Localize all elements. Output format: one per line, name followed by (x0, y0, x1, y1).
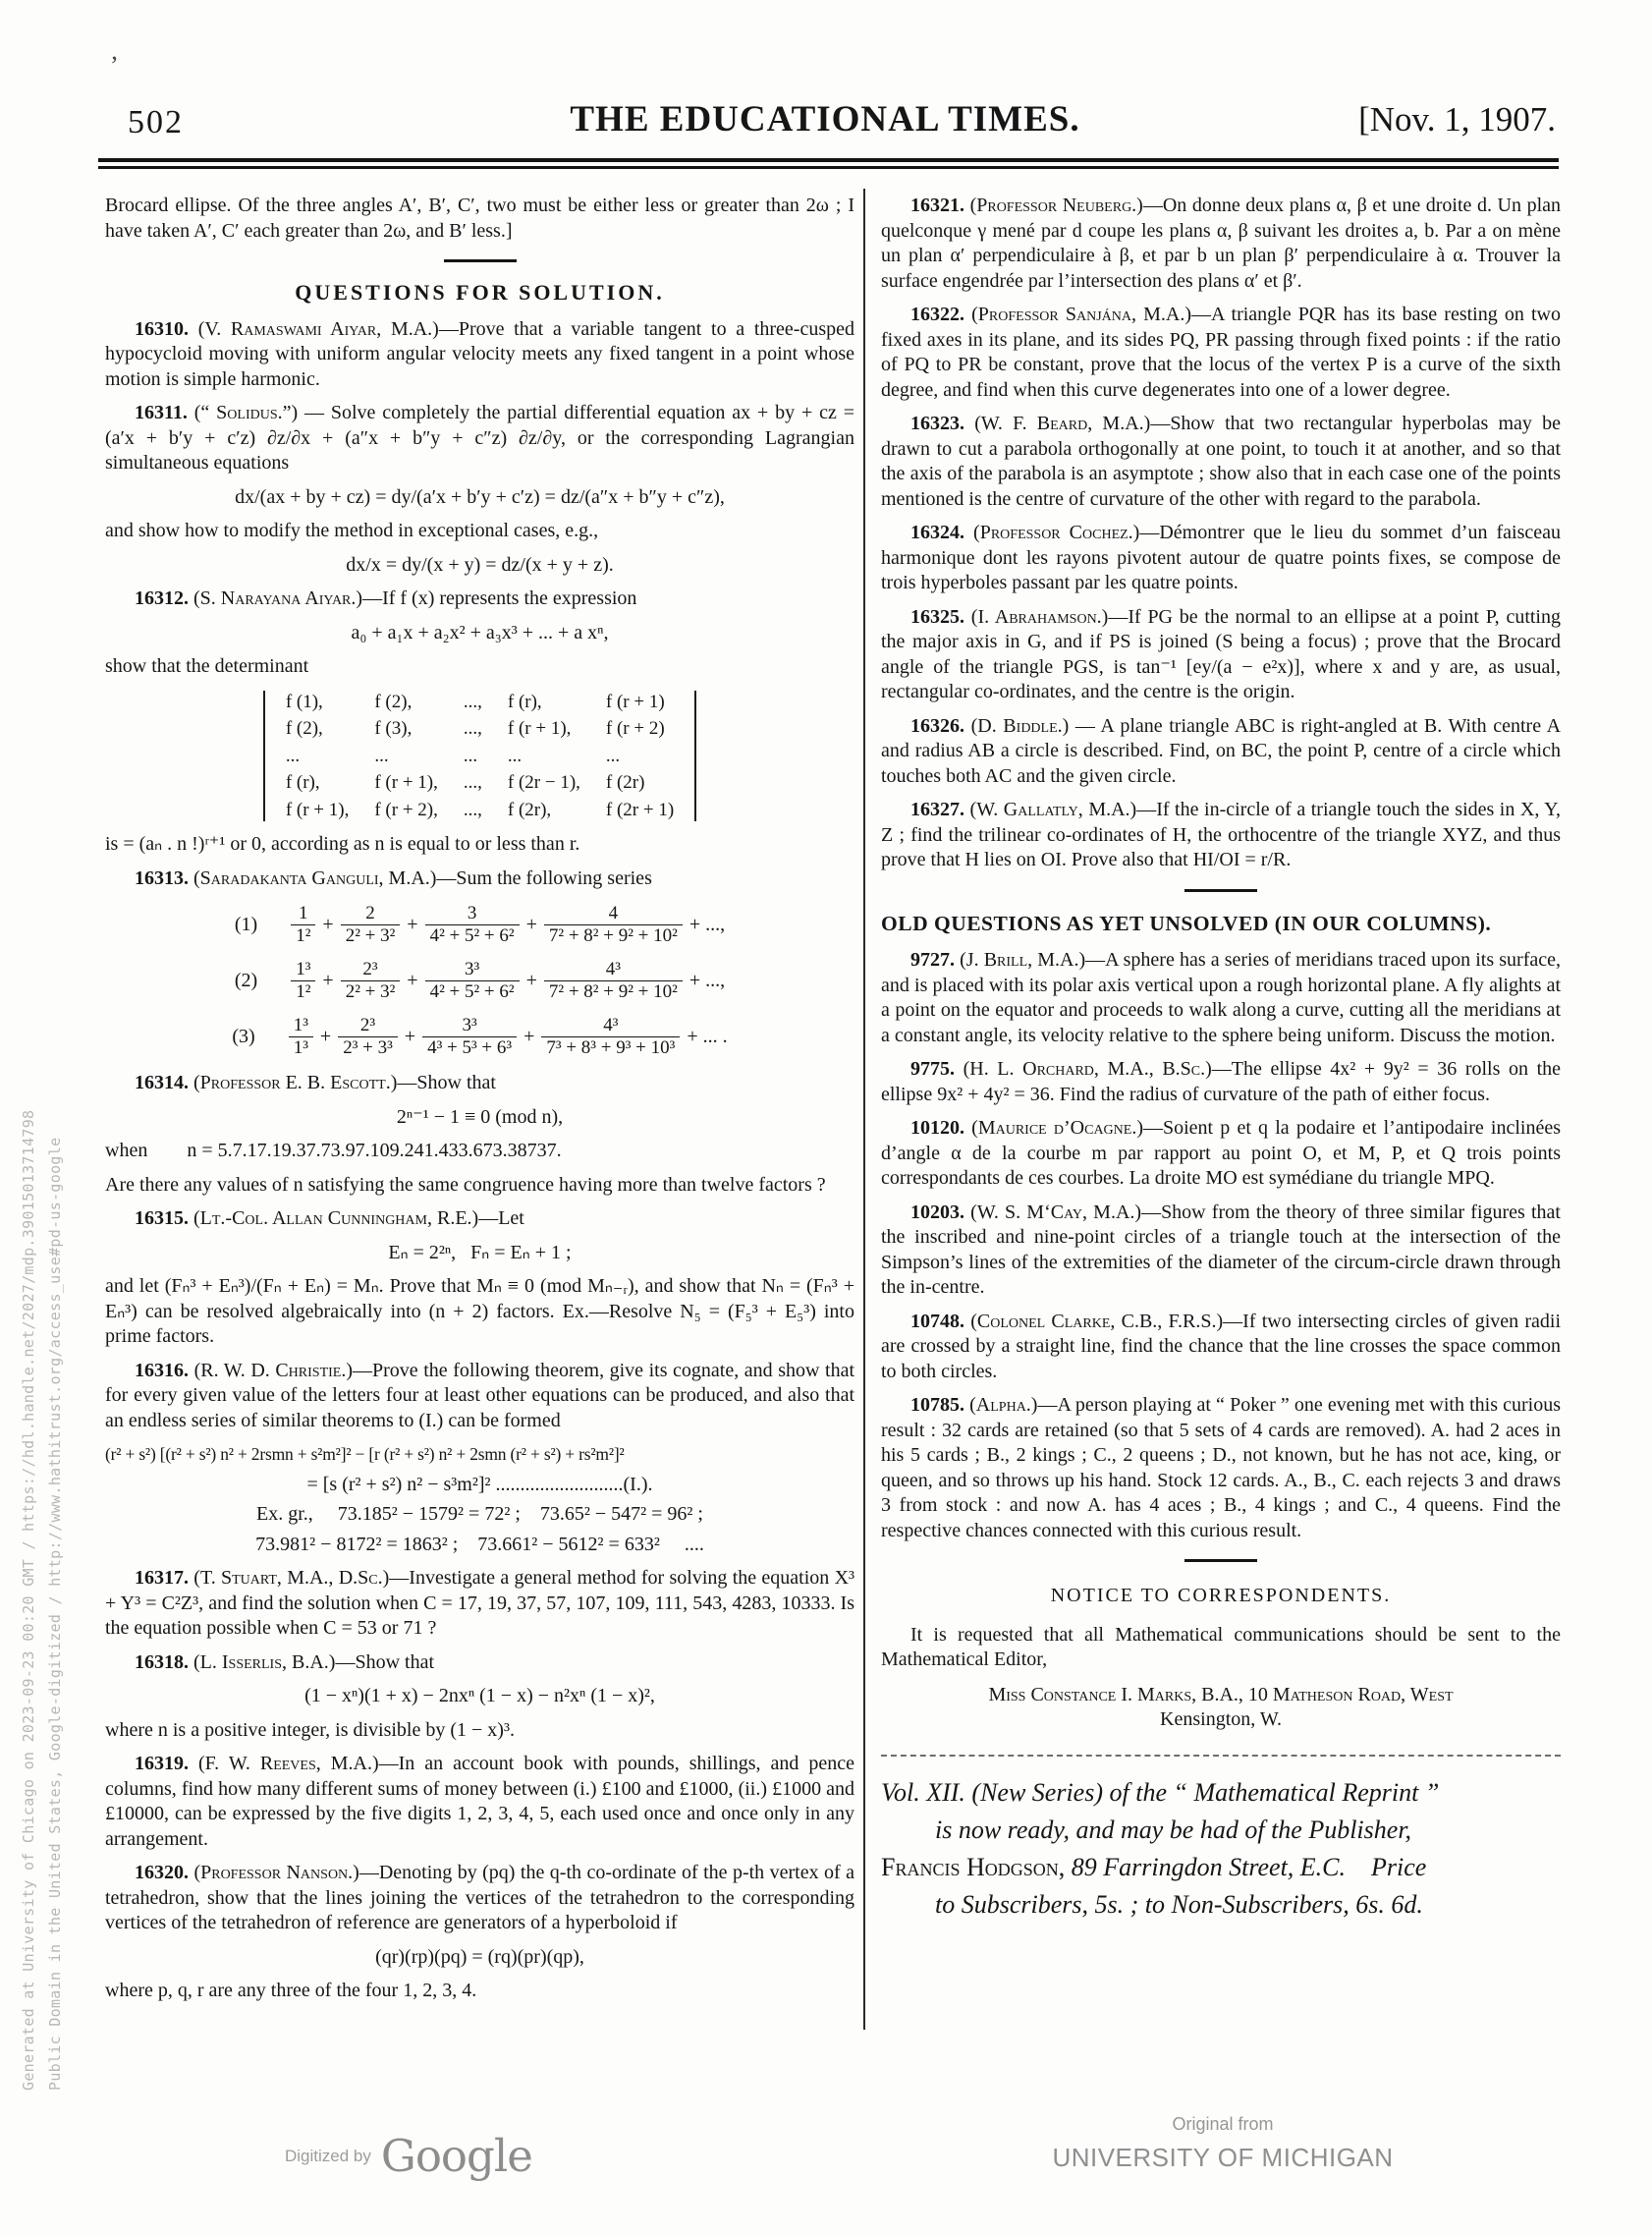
display-equation: (r² + s²) [(r² + s²) n² + 2rsmn + s²m²]² − [r (r² + s²) n² + 2smn (r² + s²) + rs²m²]² (105, 1444, 625, 1464)
display-equation: = [s (r² + s²) n² − s³m²]² ..........................(I.). (306, 1473, 653, 1495)
series-line (105, 959, 854, 1003)
question-text: —Sum the following series (436, 866, 652, 889)
google-logo: Google (380, 2130, 532, 2182)
determinant-cell: ... (285, 745, 301, 766)
fraction-denominator: 2² + 3² (341, 924, 401, 947)
question-number: 16327. (910, 799, 964, 820)
left-column (105, 185, 854, 2013)
question-author: (Maurice d’Ocagne.) (971, 1117, 1143, 1139)
determinant-cell: f (r + 2) (605, 718, 665, 739)
page-number: 502 (128, 104, 184, 140)
determinant-cell: f (2r), (507, 799, 552, 820)
plus-sign: + (407, 913, 418, 935)
question-text: is = (aₙ . n !)ʳ⁺¹ or 0, according as n is equal to or less than r. (105, 833, 580, 855)
question-paragraph (881, 948, 1561, 1048)
fraction (544, 903, 683, 947)
question-number: 16318. (135, 1650, 189, 1673)
determinant-cell: ... (507, 745, 523, 766)
question-text: when n = 5.7.17.19.37.73.97.109.241.433.673.38737. (105, 1140, 562, 1161)
determinant-row (273, 743, 687, 770)
determinant-cell: f (r), (285, 772, 320, 793)
question-number: 16321. (910, 195, 964, 216)
question-number: 16315. (135, 1207, 189, 1229)
original-from (992, 2114, 1454, 2173)
display-equation: Eₙ = 2²ⁿ, Fₙ = Eₙ + 1 ; (388, 1241, 572, 1263)
question-paragraph (881, 1201, 1561, 1301)
determinant-cell: ... (374, 745, 389, 766)
question-text: —Prove the following theorem, give its cognate, and show that for every given value of the letters four at least other equations can be produced, and also that an endless series of similar theorems to (I.) can be formed (105, 1359, 854, 1431)
plus-sign: + (322, 913, 334, 935)
determinant (105, 689, 854, 824)
question-paragraph (105, 1718, 854, 1744)
fraction-numerator: 4³ (603, 1015, 619, 1035)
display-equation: a₀ + a₁x + a₂x² + a₃x³ + ... + a xⁿ, (351, 621, 609, 643)
question-number: 16310. (135, 317, 189, 340)
question-paragraph (105, 194, 854, 244)
question-text: — A plane triangle ABC is right-angled at B. With centre A and radius AB a circle is described. Find, on BC, the point P, centre of a circle which touches both AC and the given circle. (881, 714, 1562, 787)
determinant-cell: f (r + 1), (285, 799, 350, 820)
section-rule (1184, 889, 1257, 892)
question-author: (V. Ramaswami Aiyar, M.A.) (197, 317, 439, 340)
question-text: —Show from the theory of three similar figures that the inscribed and nine-point circles of a triangle touch at the intersection of the Simpson’s lines of the extremities of the diameter of the circum-circle drawn through the in-centre. (881, 1201, 1561, 1298)
question-paragraph (105, 519, 854, 544)
determinant-bar (263, 691, 265, 822)
question-text: —If PG be the normal to an ellipse at a point P, cutting the major axis in G, and if PS is joined (S being a focus) ; prove that the Brocard angle of the triangle PGS, is tan⁻¹ [ey/(a − e²x)], where x and y are, as usual, rectangular co-ordinates, and the centre is the origin. (881, 605, 1561, 702)
fraction (422, 1015, 517, 1059)
section-rule (444, 259, 517, 262)
question-text: —Démontrer que le lieu du sommet d’un faisceau harmonique dont les rayons pivotent autour de quatre points fixes, se compose de trois hyperboles passant par les quatre points. (881, 522, 1562, 593)
determinant-cell: f (r), (507, 691, 542, 712)
question-author: (R. W. D. Christie.) (193, 1359, 354, 1381)
question-author: (Saradakanta Ganguli, M.A.) (193, 866, 437, 889)
fraction-numerator: 4³ (605, 959, 621, 979)
question-text: It is requested that all Mathematical communications should be sent to the Mathematical Editor, (881, 1623, 1561, 1670)
plus-sign: + (525, 969, 537, 991)
question-number: 10120. (910, 1117, 964, 1139)
fraction-denominator: 2² + 3² (341, 980, 401, 1003)
plus-sign: + (319, 1025, 332, 1047)
display-equation: (1 − xⁿ)(1 + x) − 2nxⁿ (1 − x) − n²xⁿ (1 − x)², (304, 1685, 655, 1706)
fraction-denominator: 2³ + 3³ (338, 1036, 398, 1059)
ad-line: is now ready, and may be had of the Publisher, (935, 1815, 1412, 1844)
determinant-cell: ..., (463, 691, 482, 712)
determinant-row (273, 769, 687, 797)
question-paragraph (881, 412, 1561, 512)
question-number: 16325. (910, 605, 964, 628)
determinant-cell: ..., (463, 799, 482, 820)
watermark-line1: Generated at University of Chicago on 2023-09-23 00:20 GMT / https://hdl.handle.net/2027/mdp.39015013714798 (20, 1109, 37, 2091)
header-rule (98, 158, 1559, 169)
question-author: (Professor Neuberg.) (969, 195, 1143, 216)
fraction-numerator: 1³ (293, 1015, 308, 1035)
question-text: —Prove that a variable tangent to a three-cusped hypocycloid moving with uniform angular velocity meets any fixed tangent in a point whose motion is simple harmonic. (105, 317, 854, 390)
question-paragraph (881, 1623, 1561, 1673)
question-number: 16320. (135, 1862, 189, 1883)
display-equation: 73.981² − 8172² = 1863² ; 73.661² − 5612² = 633² .... (255, 1533, 704, 1555)
determinant-row (273, 689, 687, 716)
fraction-numerator: 3³ (464, 959, 480, 979)
determinant-cell: f (3), (374, 718, 413, 739)
determinant-table (273, 689, 687, 824)
question-number: 10748. (910, 1310, 964, 1332)
determinant-cell: ..., (463, 772, 482, 793)
question-author: (F. W. Reeves, M.A.) (198, 1753, 379, 1774)
question-author: (Professor Sanjána, M.A.) (971, 304, 1192, 325)
fraction (338, 1015, 398, 1059)
series-tail: + ... . (687, 1025, 728, 1047)
question-paragraph (105, 1359, 854, 1434)
question-author: (“ Solidus.”) (193, 402, 299, 423)
fraction-numerator: 3³ (462, 1015, 477, 1035)
section-heading: QUESTIONS FOR SOLUTION. (295, 280, 665, 305)
question-text: —The ellipse 4x² + 9y² = 36 rolls on the ellipse 9x² + 4y² = 36. Find the radius of curvature of the path of either focus. (881, 1058, 1562, 1105)
question-number: 10203. (910, 1201, 964, 1223)
question-text: —Soient p et q la podaire et l’antipodaire inclinées d’angle α de la courbe m par rapport au point O, et M, P, et Q trois points correspondants de ces courbes. La droite MO est symédiane du triangle MPQ. (881, 1117, 1561, 1189)
question-paragraph (105, 832, 854, 858)
worn-rule (881, 1755, 1561, 1757)
question-text: Brocard ellipse. Of the three angles A′, B′, C′, two must be either less or greater than 2ω ; I have taken A′, C′ each greater than 2ω, and B′ less.] (105, 195, 854, 242)
fraction-denominator: 4³ + 5³ + 6³ (422, 1036, 517, 1059)
question-text: and show how to modify the method in exceptional cases, e.g., (105, 520, 599, 541)
question-text: —Show that (335, 1650, 435, 1673)
series-label: (2) (234, 969, 258, 991)
series-label: (3) (232, 1025, 255, 1047)
determinant-cell: f (2r − 1), (507, 772, 580, 793)
plus-sign: + (407, 969, 418, 991)
question-text: where p, q, r are any three of the four 1, 2, 3, 4. (105, 1980, 477, 2001)
fraction-denominator: 1² (291, 924, 315, 947)
fraction-denominator: 1³ (289, 1036, 313, 1059)
fraction (544, 959, 683, 1003)
question-author: (Professor Nanson.) (193, 1862, 359, 1883)
plus-sign: + (322, 969, 334, 991)
question-author: (W. S. M‘Cay, M.A.) (970, 1201, 1142, 1223)
fraction (425, 903, 520, 947)
question-paragraph (881, 798, 1561, 873)
fraction-numerator: 1 (299, 903, 308, 923)
determinant-row (273, 715, 687, 743)
digitized-by-label: Digitized by (285, 2146, 371, 2165)
question-text: —On donne deux plans α, β et une droite d. Un plan quelconque γ mené par d coupe les plans α, β suivant les droites a, b. Par a on mène un plan α′ perpendiculaire à β, et par b un plan β′ perpendiculaire à α. Trouver la surface engendrée par l’intersection des plans α′ et β′. (881, 195, 1562, 292)
question-number: 16313. (135, 866, 189, 889)
fraction-numerator: 2³ (362, 959, 378, 979)
address-line: Kensington, W. (1160, 1708, 1282, 1730)
question-author: (Alpha.) (969, 1394, 1038, 1416)
question-paragraph (881, 303, 1561, 403)
display-equation: dx/(ax + by + cz) = dy/(a′x + b′y + c′z) = dz/(a″x + b″y + c″z), (235, 485, 725, 508)
question-text: —In an account book with pounds, shillings, and pence columns, find how many different sums of money between (i.) £100 and £1000, (ii.) £1000 and £10000, can be expressed by the five digits 1, 2, 3, 4, 5, each used once and once only in any arrangement. (105, 1753, 854, 1850)
question-paragraph (105, 866, 854, 892)
determinant-bar (694, 691, 696, 822)
fraction (289, 1015, 313, 1059)
question-author: (J. Brill, M.A.) (960, 949, 1086, 971)
question-number: 16322. (910, 304, 964, 325)
determinant-cell: f (r + 1), (507, 718, 572, 739)
question-number: 16311. (135, 402, 188, 423)
fraction-numerator: 2 (365, 903, 375, 923)
hathitrust-watermark (16, 838, 69, 2091)
display-equation: (qr)(rp)(pq) = (rq)(pr)(qp), (375, 1945, 584, 1968)
determinant-cell: f (2), (374, 691, 413, 712)
question-paragraph (881, 1116, 1561, 1192)
publisher-name: Francis Hodgson, (881, 1852, 1066, 1881)
section-heading: OLD QUESTIONS AS YET UNSOLVED (IN OUR COLUMNS). (881, 911, 1492, 935)
question-paragraph (105, 1071, 854, 1096)
question-paragraph (105, 1861, 854, 1936)
question-author: (D. Biddle.) (970, 714, 1070, 737)
series-line (105, 903, 854, 947)
question-author: (W. F. Beard, M.A.) (974, 413, 1151, 434)
question-paragraph (105, 1566, 854, 1642)
question-text: and let (Fₙ³ + Eₙ³)/(Fₙ + Eₙ) = Mₙ. Prove that Mₙ ≡ 0 (mod Mₙ₋ᵣ), and show that Nₙ = (Fₙ³ + Eₙ³) can be resolved algebraically into (n + 2) factors. Ex.—Resolve N₅ = (F₅³ + E₅³) into prime factors. (105, 1275, 854, 1347)
determinant-cell: ..., (463, 718, 482, 739)
question-number: 16326. (910, 714, 964, 737)
address-line: Miss Constance I. Marks, B.A., 10 Matheson Road, West (988, 1683, 1454, 1705)
question-number: 10785. (910, 1394, 964, 1416)
question-paragraph (105, 587, 854, 612)
original-institution: UNIVERSITY OF MICHIGAN (1052, 2143, 1394, 2172)
series-tail: + ..., (688, 913, 726, 935)
original-from-label: Original from (1172, 2114, 1274, 2134)
ad-line (881, 1849, 1561, 1886)
question-paragraph (881, 194, 1561, 294)
question-paragraph (105, 1206, 854, 1232)
question-paragraph (105, 401, 854, 476)
question-author: (Professor Cochez.) (973, 522, 1140, 543)
series-label: (1) (234, 913, 258, 935)
question-paragraph (881, 1310, 1561, 1385)
fraction-denominator: 1² (291, 980, 315, 1003)
display-equation: Ex. gr., 73.185² − 1579² = 72² ; 73.65² − 547² = 96² ; (256, 1503, 703, 1525)
question-text: Are there any values of n satisfying the same congruence having more than twelve factors ? (105, 1173, 826, 1196)
question-number: 16323. (910, 413, 964, 434)
fraction-numerator: 1³ (296, 959, 311, 979)
question-paragraph (105, 317, 854, 393)
question-paragraph (881, 1393, 1561, 1543)
question-author: (Colonel Clarke, C.B., F.R.S.) (970, 1310, 1224, 1332)
question-text: —Show that two rectangular hyperbolas may be drawn to cut a parabola orthogonally at one point, to touch it at another, and so that the axis of the parabola is an asymptote ; show also that in each case one of the points mentioned is the centre of curvature of the other with regard to the parabola. (881, 413, 1561, 510)
ad-line-rest: 89 Farringdon Street, E.C. Price (1065, 1852, 1427, 1881)
determinant-cell: ... (605, 745, 621, 766)
fraction-numerator: 3 (467, 903, 477, 923)
fraction (341, 903, 401, 947)
editor-address (881, 1683, 1561, 1733)
question-paragraph (881, 714, 1561, 790)
fraction (425, 959, 520, 1003)
question-text: — Solve completely the partial differential equation ax + by + cz = (a′x + b′y + c′z) ∂z/∂x + (a″x + b″y + c″z) ∂z/∂y, or the corresponding Lagrangian simultaneous equations (105, 402, 855, 474)
question-paragraph (105, 1274, 854, 1350)
question-number: 16312. (135, 587, 189, 609)
section-rule (1184, 1559, 1257, 1562)
display-equation: dx/x = dy/(x + y) = dz/(x + y + z). (346, 553, 614, 576)
determinant-cell: f (2), (285, 718, 323, 739)
question-text: —If the in-circle of a triangle touch the sides in X, Y, Z ; find the trilinear co-ordinates of H, the orthocentre of the triangle XYZ, and thus prove that H lies on OI. Prove also that HI/OI = r/R. (881, 799, 1561, 870)
column-divider (863, 189, 865, 2030)
question-paragraph (105, 1139, 854, 1164)
question-text: where n is a positive integer, is divisible by (1 − x)³. (105, 1718, 515, 1741)
question-text: —If f (x) represents the expression (362, 587, 637, 609)
question-author: (I. Abrahamson.) (970, 605, 1109, 628)
determinant-cell: f (2r) (605, 772, 645, 793)
notice-heading: NOTICE TO CORRESPONDENTS. (1050, 1585, 1392, 1606)
fraction (291, 959, 315, 1003)
question-text: —A person playing at “ Poker ” one evening met with this curious result : 32 cards are retained (so that 5 sets of 4 cards are removed). A. had 2 aces in his 5 cards ; B., 2 kings ; C., 2 queens ; D., not known, but he has not ace, king, or queen, and so throws up his hand. Stock 12 cards. A., B., C. each rejects 3 and draws 3 from stock : and now A. has 4 aces ; B., 4 kings ; and C., 4 queens. Find the respective chances connected with this curious result. (881, 1394, 1562, 1541)
question-paragraph (105, 1173, 854, 1199)
determinant-cell: f (r + 1), (374, 772, 438, 793)
stray-mark: ’ (110, 51, 119, 80)
question-text: —Let (478, 1207, 524, 1229)
fraction-denominator: 7² + 8² + 9² + 10² (544, 980, 683, 1003)
fraction-denominator: 4² + 5² + 6² (425, 980, 520, 1003)
fraction-numerator: 4 (608, 903, 619, 923)
fraction-denominator: 7² + 8² + 9² + 10² (544, 924, 683, 947)
display-equation: 2ⁿ⁻¹ − 1 ≡ 0 (mod n), (396, 1105, 564, 1128)
question-paragraph (105, 1752, 854, 1852)
determinant-cell: f (r + 2), (374, 799, 438, 820)
fraction-numerator: 2³ (359, 1015, 376, 1035)
fraction (291, 903, 315, 947)
question-paragraph (881, 521, 1561, 596)
question-author: (S. Narayana Aiyar.) (193, 587, 363, 609)
question-text: —If two intersecting circles of given radii are crossed by a straight line, find the chance that the line crosses the space common to both circles. (881, 1310, 1561, 1382)
fraction-denominator: 4² + 5² + 6² (425, 924, 520, 947)
question-paragraph (881, 1057, 1561, 1107)
ad-line: to Subscribers, 5s. ; to Non-Subscribers, 6s. 6d. (935, 1889, 1423, 1919)
question-author: (Lt.-Col. Allan Cunningham, R.E.) (193, 1207, 479, 1229)
question-text: —Denoting by (pq) the q-th co-ordinate of the p-th vertex of a tetrahedron, show that the lines joining the vertices of the tetrahedron to the corresponding vertices of the tetrahedron of reference are generators of a hyperboloid if (105, 1862, 855, 1933)
question-author: (W. Gallatly, M.A.) (969, 799, 1137, 820)
ad-line: Vol. XII. (New Series) of the “ Mathematical Reprint ” (881, 1777, 1440, 1807)
determinant-cell: ... (463, 745, 478, 766)
question-author: (L. Isserlis, B.A.) (193, 1650, 336, 1673)
right-column (881, 185, 1561, 1924)
page-title: THE EDUCATIONAL TIMES. (570, 99, 1080, 140)
reprint-advertisement (881, 1774, 1561, 1924)
question-number: 16316. (135, 1359, 189, 1381)
question-author: (T. Stuart, M.A., D.Sc.) (193, 1567, 390, 1589)
fraction (341, 959, 401, 1003)
plus-sign: + (523, 1025, 535, 1047)
determinant-cell: f (1), (285, 691, 323, 712)
question-text: show that the determinant (105, 655, 309, 677)
determinant-cell: f (2r + 1) (605, 799, 675, 820)
question-text: —Investigate a general method for solving the equation X³ + Y³ = C²Z³, and find the solution when C = 17, 19, 37, 57, 107, 109, 111, 543, 4283, 10333. Is the equation possible when C = 53 or 71 ? (105, 1567, 855, 1639)
fraction-denominator: 7³ + 8³ + 9³ + 10³ (541, 1036, 680, 1059)
question-text: —A sphere has a series of meridians traced upon its surface, and is placed with its polar axis vertical upon a rough horizontal plane. A fly alights at a point on the equator and proceeds to walk along a curve, cutting all the meridians at a constant angle, its velocity relative to the sphere being uniform. Discuss the motion. (881, 949, 1561, 1046)
fraction (541, 1015, 680, 1059)
watermark-line2: Public Domain in the United States, Google-digitized / http://www.hathitrust.org/access_use#pd-us-google (46, 1137, 64, 2091)
series-tail: + ..., (688, 969, 726, 991)
question-paragraph (105, 1650, 854, 1676)
question-number: 16314. (135, 1072, 189, 1093)
determinant-cell: f (r + 1) (605, 691, 665, 712)
question-number: 16319. (135, 1753, 189, 1774)
question-author: (H. L. Orchard, M.A., B.Sc.) (963, 1058, 1212, 1080)
question-number: 16324. (910, 522, 964, 543)
question-number: 16317. (135, 1567, 189, 1589)
determinant-row (273, 797, 687, 824)
question-number: 9727. (910, 949, 955, 971)
question-author: (Professor E. B. Escott.) (193, 1072, 398, 1093)
question-text: —A triangle PQR has its base resting on two fixed axes in its plane, and its sides PQ, PR passing through fixed points : if the ratio of PQ to PR be constant, prove that the locus of the vertex P is a curve of the sixth degree, and find when this curve degenerates into one of a lower degree. (881, 304, 1562, 401)
plus-sign: + (404, 1025, 416, 1047)
series-line (105, 1015, 854, 1059)
question-paragraph (105, 1979, 854, 2004)
plus-sign: + (525, 913, 537, 935)
question-paragraph (105, 654, 854, 680)
issue-date: [Nov. 1, 1907. (1358, 100, 1556, 139)
question-paragraph (881, 605, 1561, 705)
digitized-by (285, 2130, 532, 2182)
question-number: 9775. (910, 1058, 955, 1080)
question-text: —Show that (397, 1072, 496, 1093)
